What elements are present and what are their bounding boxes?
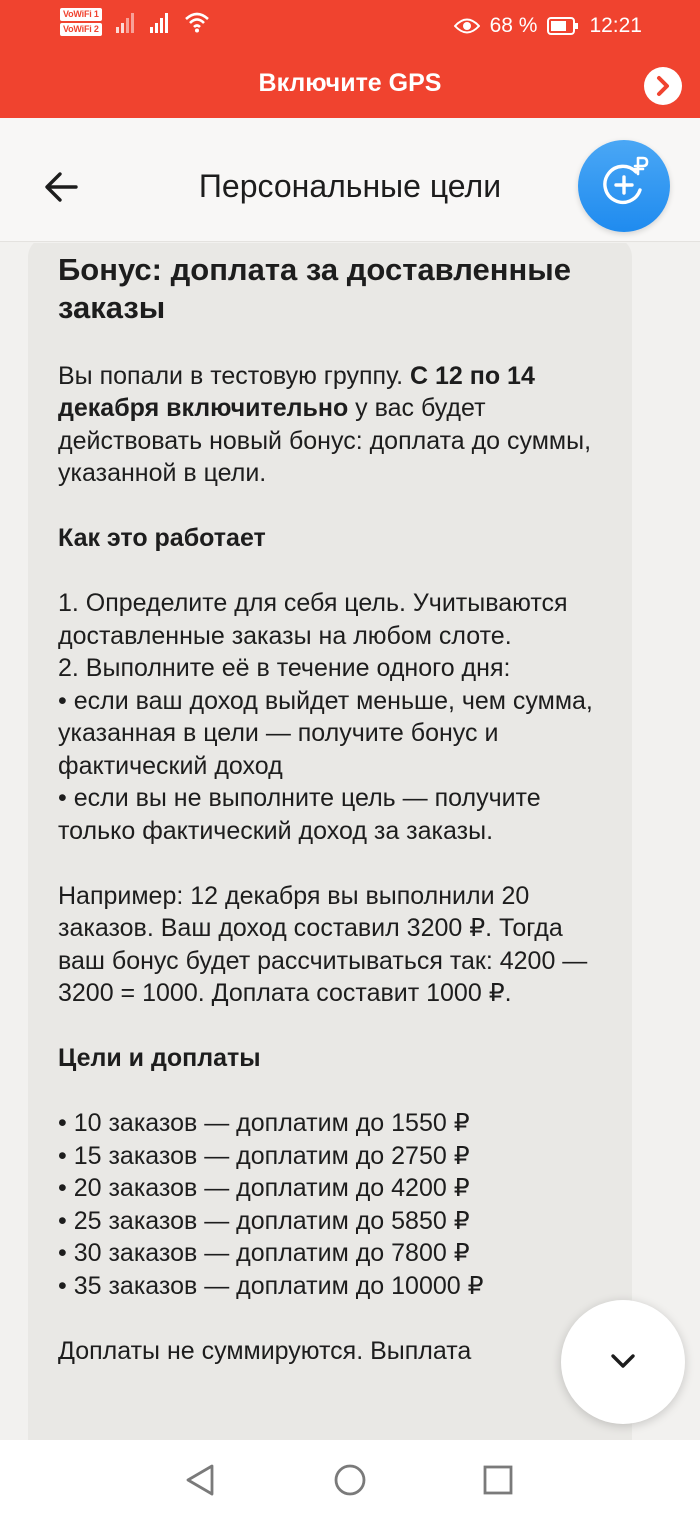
wifi-icon [184,11,210,33]
spacer [58,847,602,880]
goal-item: • 25 заказов — доплатим до 5850 ₽ [58,1206,470,1235]
gps-banner[interactable] [0,56,700,118]
goals-heading: Цели и доплаты [58,1044,261,1072]
page-title: Персональные цели [198,168,502,204]
card-title: Бонус: доплата за доставленные заказы [58,252,571,325]
nav-back-button[interactable] [180,1460,220,1500]
add-bonus-fab[interactable] [578,140,670,232]
nav-home-button[interactable] [330,1460,370,1500]
chevron-right-icon [644,67,682,105]
chevron-down-icon [561,1300,685,1424]
gps-go-button[interactable] [644,67,682,105]
bonus-card [28,243,632,1440]
gps-banner-text: Включите GPS [258,69,442,97]
add-ruble-icon [578,140,670,232]
how-line: • если вы не выполните цель — получите только фактический доход за заказы. [58,784,541,845]
footer-text: Доплаты не суммируются. Выплата [58,1336,472,1365]
goal-item: • 15 заказов — доплатим до 2750 ₽ [58,1141,470,1170]
square-recent-icon [478,1460,518,1500]
spacer [58,1010,602,1043]
spacer [58,327,602,360]
circle-home-icon [330,1460,370,1500]
intro-end: у вас будет действовать новый бонус: доплата до суммы, указанной в цели. [58,394,592,487]
goal-item: • 20 заказов — доплатим до 4200 ₽ [58,1174,470,1202]
status-left [60,8,210,36]
clock: 12:21 [589,14,642,37]
how-line: 2. Выполните её в течение одного дня: [58,654,511,682]
vowifi-badges [60,8,102,36]
spacer [58,1075,602,1108]
goal-item: • 30 заказов — доплатим до 7800 ₽ [58,1239,470,1267]
example-paragraph: Например: 12 декабря вы выполнили 20 заказов. Ваш доход составил 3200 ₽. Тогда ваш бонус будет рассчитываться так: 4200 — 3200 = 1000. Доплата составит 1000 ₽. [58,881,588,1007]
spacer [58,490,602,523]
battery-icon [547,17,579,35]
triangle-back-icon [180,1460,220,1500]
intro-paragraph [58,360,602,490]
status-bar [0,0,700,56]
vowifi-1-badge: VoWiFi 1 [60,8,102,21]
how-line: 1. Определите для себя цель. Учитываются доставленные заказы на любом слоте. [58,589,568,650]
nav-recent-button[interactable] [478,1460,518,1500]
spacer [58,555,602,588]
battery-percent: 68 % [489,14,538,37]
system-nav-bar [0,1440,700,1517]
goal-item: • 10 заказов — доплатим до 1550 ₽ [58,1109,470,1137]
intro-bold: С 12 по 14 декабря включительно [58,361,535,422]
goal-item: • 35 заказов — доплатим до 10000 ₽ [58,1271,484,1300]
content-scroll[interactable] [0,243,700,1440]
how-heading: Как это работает [58,524,266,552]
signal-1-icon [116,11,136,33]
vowifi-2-badge: VoWiFi 2 [60,23,102,36]
how-line: • если ваш доход выйдет меньше, чем сумма, указанная в цели — получите бонус и фактический доход [58,686,593,780]
eye-icon [454,17,480,35]
intro-start: Вы попали в тестовую группу. [58,361,410,390]
scroll-down-button[interactable] [561,1300,685,1424]
signal-2-icon [150,11,170,33]
status-right [454,14,642,38]
spacer [58,1302,602,1335]
